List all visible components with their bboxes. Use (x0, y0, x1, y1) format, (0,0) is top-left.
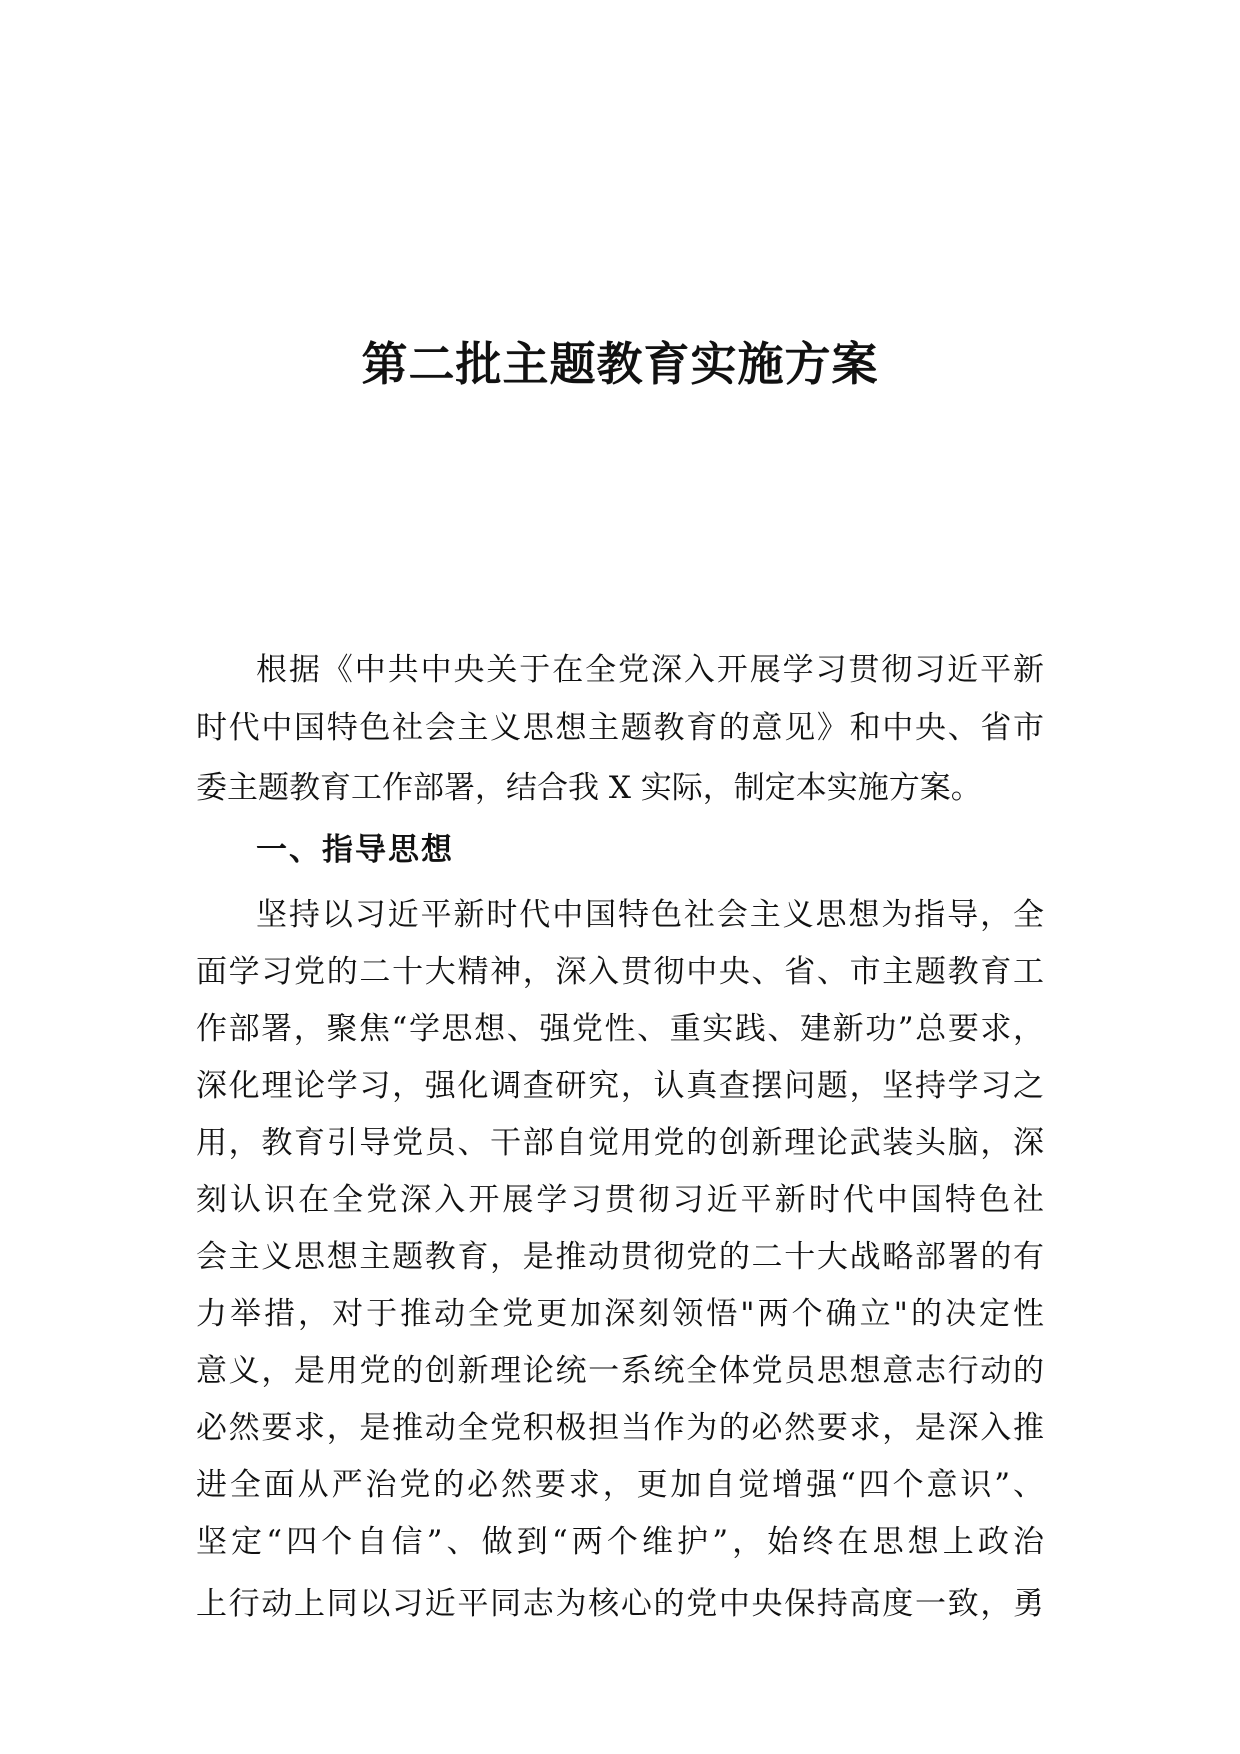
paragraph-line-6: 刻认识在全党深入开展学习贯彻习近平新时代中国特色社 (196, 1182, 1044, 1218)
paragraph-line-7: 会主义思想主题教育，是推动贯彻党的二十大战略部署的有 (196, 1239, 1044, 1275)
intro-line-3: 委主题教育工作部署，结合我 X 实际，制定本实施方案。 (196, 770, 982, 806)
paragraph-line-2: 面学习党的二十大精神，深入贯彻中央、省、市主题教育工 (196, 954, 1044, 990)
paragraph-line-10: 必然要求，是推动全党积极担当作为的必然要求，是深入推 (196, 1410, 1044, 1446)
intro-line-2: 时代中国特色社会主义思想主题教育的意见》和中央、省市 (196, 710, 1044, 746)
paragraph-line-12: 坚定“四个自信”、做到“两个维护”，始终在思想上政治 (196, 1524, 1044, 1560)
paragraph-line-5: 用，教育引导党员、干部自觉用党的创新理论武装头脑，深 (196, 1125, 1044, 1161)
paragraph-line-13: 上行动上同以习近平同志为核心的党中央保持高度一致，勇 (196, 1586, 1044, 1622)
paragraph-line-4: 深化理论学习，强化调查研究，认真查摆问题，坚持学习之 (196, 1068, 1044, 1104)
paragraph-line-11: 进全面从严治党的必然要求，更加自觉增强“四个意识”、 (196, 1467, 1044, 1503)
paragraph-line-3: 作部署，聚焦“学思想、强党性、重实践、建新功”总要求， (196, 1011, 1044, 1047)
intro-line-1: 根据《中共中央关于在全党深入开展学习贯彻习近平新 (256, 652, 1044, 688)
paragraph-line-1: 坚持以习近平新时代中国特色社会主义思想为指导，全 (256, 897, 1044, 933)
document-title: 第二批主题教育实施方案 (361, 337, 879, 391)
paragraph-line-8: 力举措，对于推动全党更加深刻领悟"两个确立"的决定性 (196, 1296, 1044, 1332)
paragraph-line-9: 意义，是用党的创新理论统一系统全体党员思想意志行动的 (196, 1353, 1044, 1389)
section-heading-guiding-ideology: 一、指导思想 (256, 832, 454, 868)
